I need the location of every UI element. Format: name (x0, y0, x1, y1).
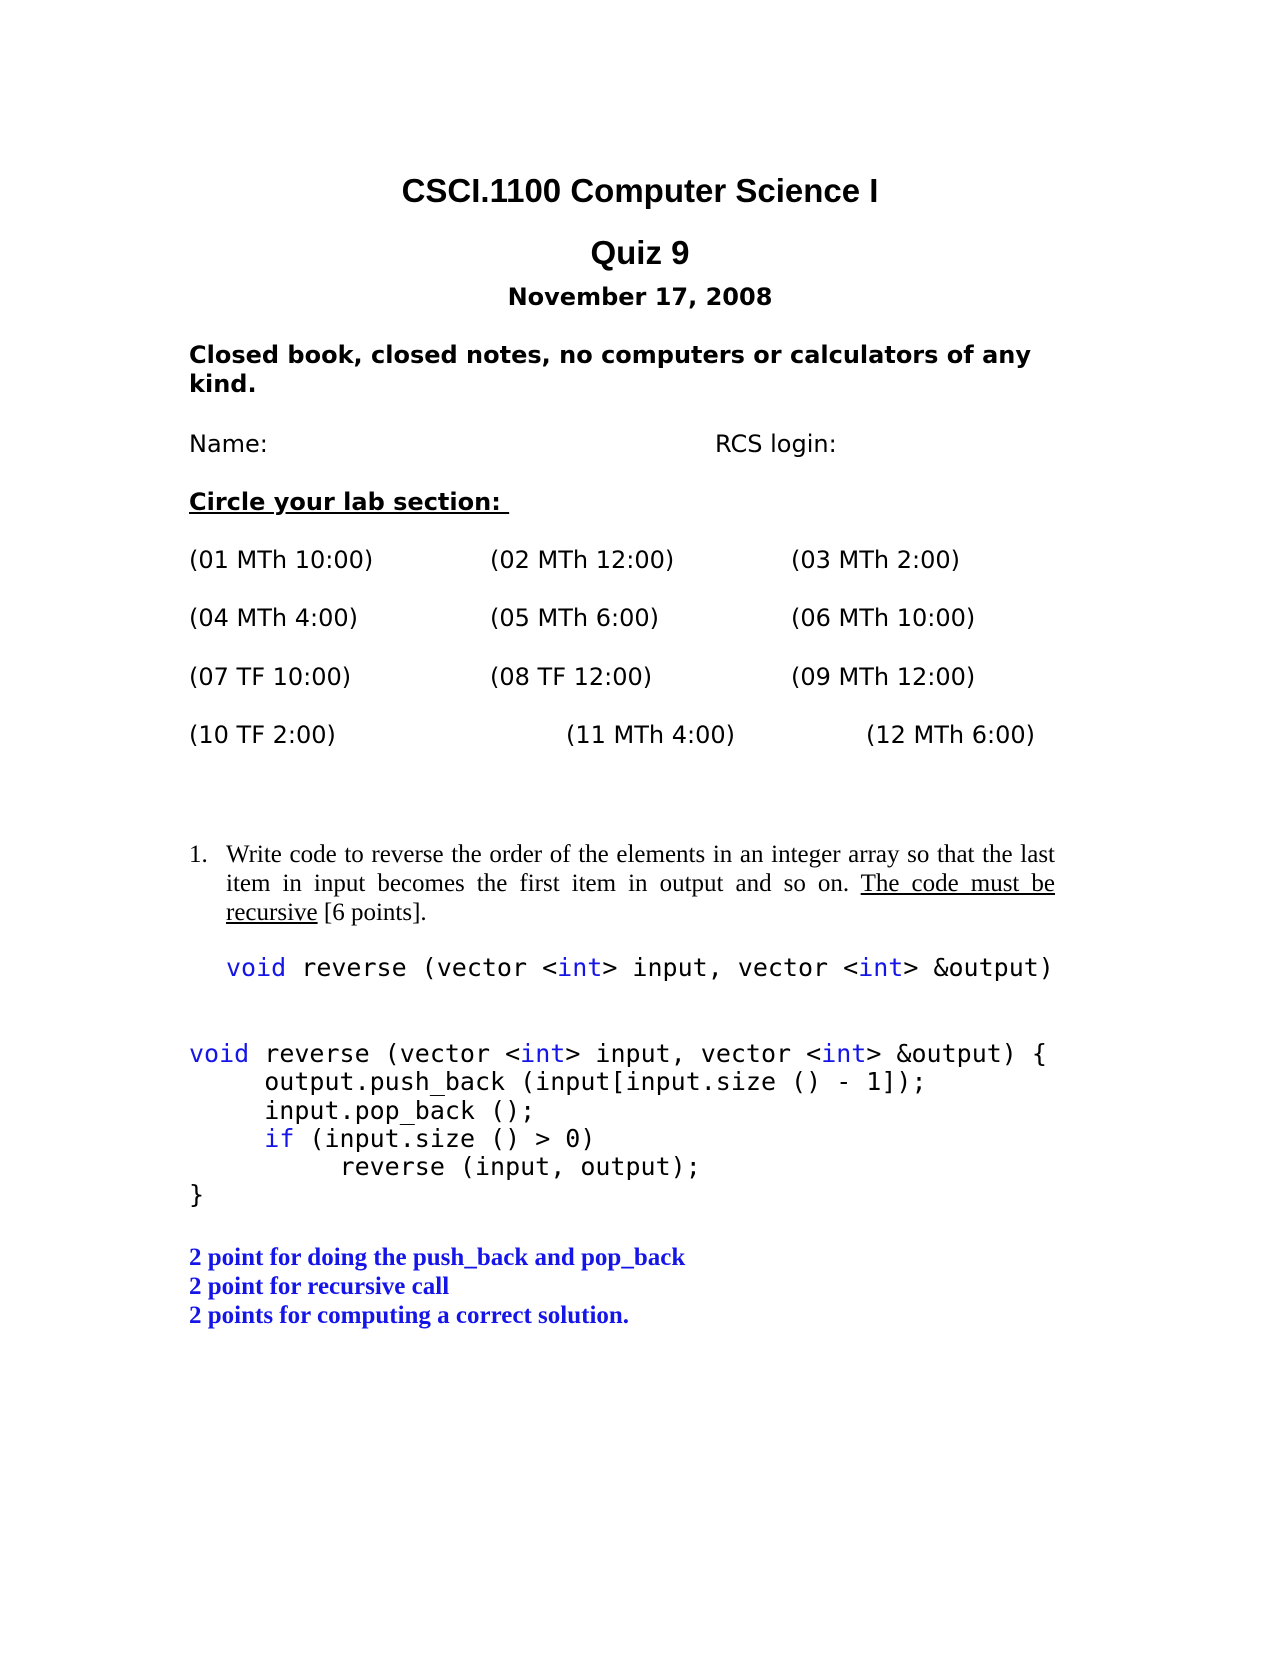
lab-option-12[interactable]: (12 MTh 6:00) (866, 721, 1035, 749)
exam-instructions: Closed book, closed notes, no computers or calculators of any kind. (189, 341, 1031, 398)
rubric-item: 2 point for doing the push_back and pop_back (189, 1244, 686, 1271)
signature-part1: reverse (vector < (286, 953, 558, 982)
question-text-part1: Write code to reverse the order of the elements in an integer array so that the last item in input becomes the first item in output and so on. (226, 841, 1055, 897)
question-text-underlined: The code must be recursive (226, 870, 1055, 926)
lab-option-09[interactable]: (09 MTh 12:00) (791, 663, 976, 691)
lab-option-05[interactable]: (05 MTh 6:00) (490, 604, 659, 632)
keyword-int: int (557, 953, 603, 982)
rubric-item: 2 points for computing a correct solution. (189, 1302, 630, 1329)
keyword-int: int (821, 1039, 867, 1068)
keyword-if: if (264, 1123, 295, 1153)
lab-option-02[interactable]: (02 MTh 12:00) (490, 546, 675, 574)
rubric-item: 2 point for recursive call (189, 1273, 450, 1300)
code-text: > &output) { (866, 1039, 1047, 1068)
keyword-int: int (520, 1039, 566, 1068)
function-signature (226, 953, 1054, 982)
question-text (226, 840, 1055, 927)
signature-part3: > &output) (903, 953, 1054, 982)
code-line-6: } (189, 1180, 205, 1210)
code-line-1 (189, 1040, 1047, 1068)
code-text: (input.size () > 0) (294, 1123, 596, 1153)
code-indent (189, 1124, 264, 1153)
signature-part2: > input, vector < (602, 953, 859, 982)
lab-option-10[interactable]: (10 TF 2:00) (189, 721, 336, 749)
lab-option-04[interactable]: (04 MTh 4:00) (189, 604, 358, 632)
course-title: CSCI.1100 Computer Science I (401, 172, 879, 209)
code-line-2: output.push_back (input[input.size () - 1]); (189, 1067, 927, 1097)
keyword-int: int (858, 953, 904, 982)
question-1 (189, 840, 1055, 927)
lab-option-08[interactable]: (08 TF 12:00) (490, 663, 653, 691)
lab-section-heading: Circle your lab section: (189, 488, 510, 516)
code-text: reverse (vector < (249, 1039, 521, 1068)
question-text-part2: [6 points]. (317, 899, 427, 926)
lab-option-07[interactable]: (07 TF 10:00) (189, 663, 352, 691)
name-label: Name: (189, 430, 268, 458)
lab-option-11[interactable]: (11 MTh 4:00) (566, 721, 735, 749)
code-text: > input, vector < (565, 1039, 822, 1068)
lab-option-06[interactable]: (06 MTh 10:00) (791, 604, 976, 632)
lab-option-03[interactable]: (03 MTh 2:00) (791, 546, 960, 574)
code-line-3: input.pop_back (); (189, 1095, 536, 1125)
keyword-void: void (226, 953, 287, 982)
rcs-login-label: RCS login: (715, 430, 837, 458)
code-line-4 (189, 1125, 1047, 1153)
lab-option-01[interactable]: (01 MTh 10:00) (189, 546, 374, 574)
grading-rubric (189, 1243, 685, 1330)
code-line-5: reverse (input, output); (189, 1152, 701, 1182)
question-number: 1. (189, 841, 208, 868)
quiz-title: Quiz 9 (590, 234, 690, 271)
quiz-date: November 17, 2008 (507, 283, 773, 311)
keyword-void: void (189, 1039, 250, 1068)
solution-code-block (189, 1040, 1047, 1210)
